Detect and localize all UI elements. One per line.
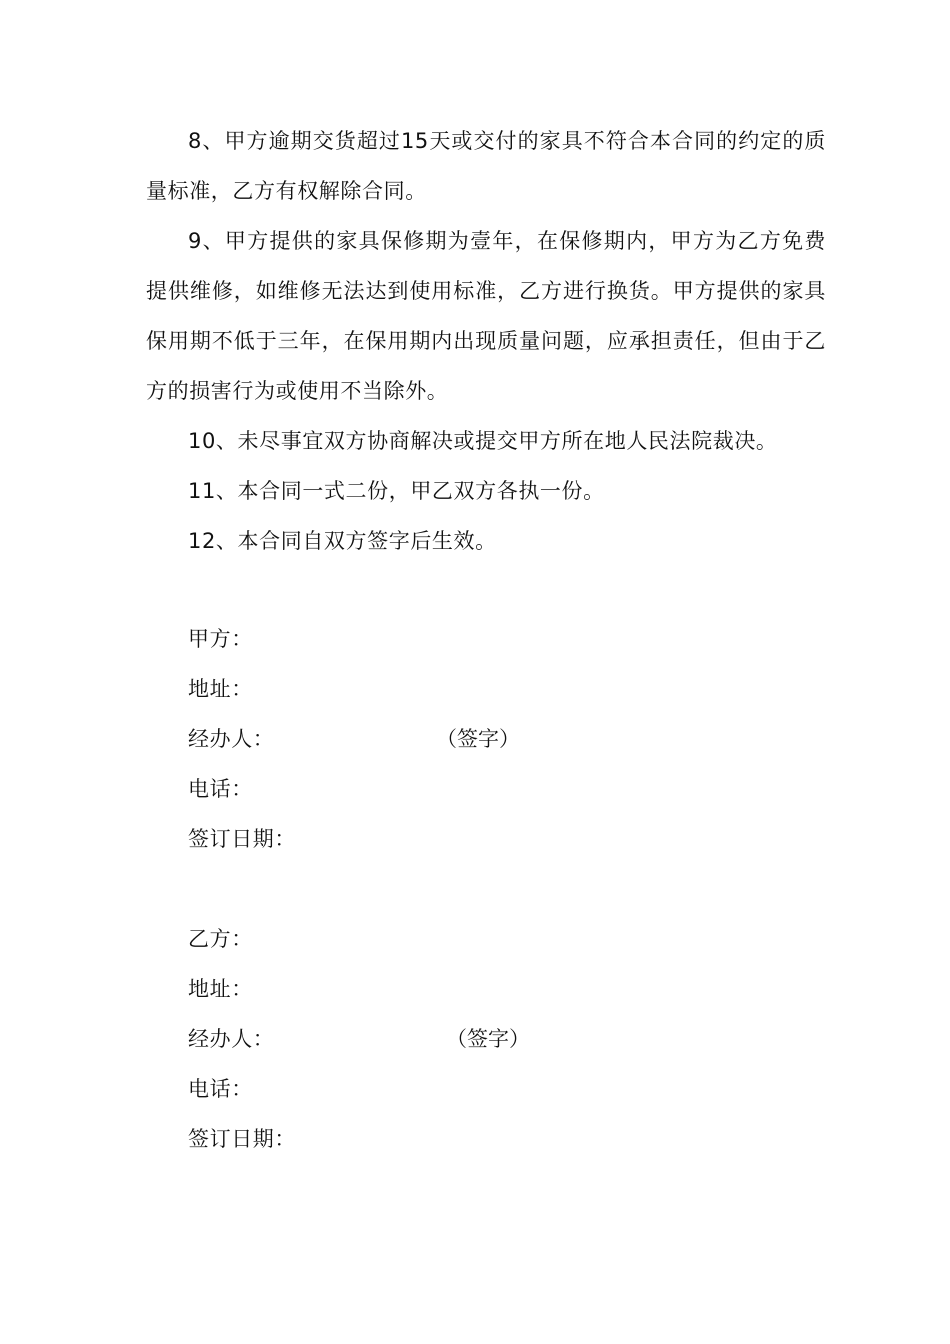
party-a-signature-note: （签字） [436, 727, 520, 751]
clause-9: 9、甲方提供的家具保修期为壹年，在保修期内，甲方为乙方免费提供维修，如维修无法达到使用标准，乙方进行换货。甲方提供的家具保用期不低于三年，在保用期内出现质量问题，应承担责任，但由于乙方的损害行为或使用不当除外。 [146, 229, 826, 403]
party-a-phone-label: 电话： [188, 777, 253, 801]
party-b-agent-label: 经办人： [188, 1027, 275, 1051]
party-b-signature-note: （签字） [446, 1027, 530, 1051]
party-a-date-label: 签订日期： [188, 827, 296, 851]
clause-11: 11、本合同一式二份，甲乙双方各执一份。 [188, 479, 605, 503]
clause-8: 8、甲方逾期交货超过15天或交付的家具不符合本合同的约定的质量标准，乙方有权解除合同。 [146, 129, 826, 203]
party-a-label: 甲方： [188, 627, 253, 651]
clause-10: 10、未尽事宜双方协商解决或提交甲方所在地人民法院裁决。 [188, 429, 778, 453]
party-b-address-label: 地址： [188, 977, 253, 1001]
party-b-label: 乙方： [188, 927, 253, 951]
party-b-date-label: 签订日期： [188, 1127, 296, 1151]
party-b-phone-label: 电话： [188, 1077, 253, 1101]
party-a-address-label: 地址： [188, 677, 253, 701]
clause-12: 12、本合同自双方签字后生效。 [188, 529, 497, 553]
party-a-agent-label: 经办人： [188, 727, 275, 751]
